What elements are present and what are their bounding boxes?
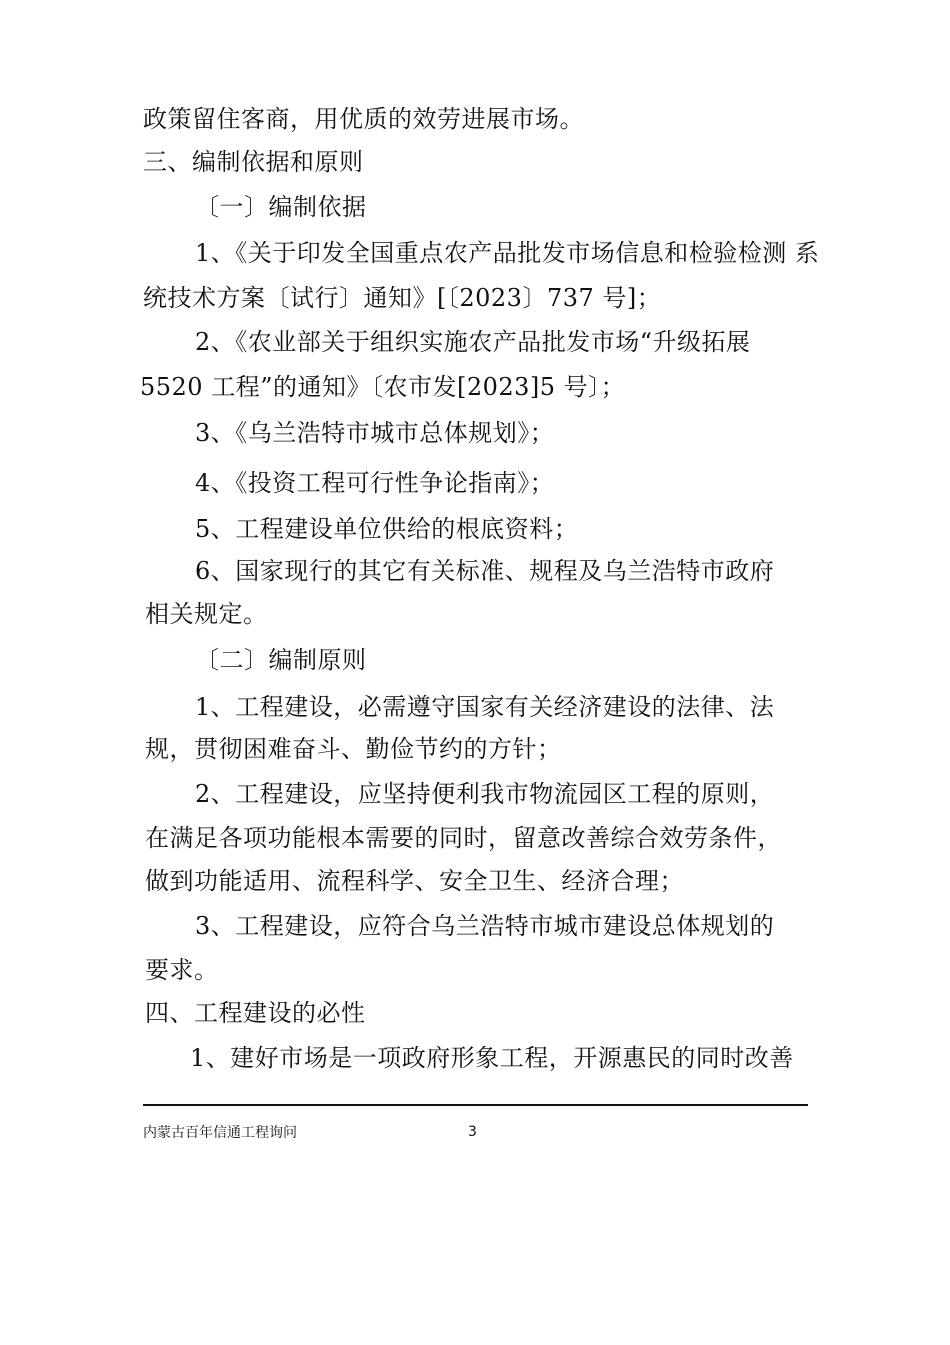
section-heading: 三、编制依据和原则 bbox=[143, 148, 364, 176]
text-line: 6、国家现行的其它有关标准、规程及乌兰浩特市政府 bbox=[195, 557, 775, 585]
text-line: 1、工程建设，必需遵守国家有关经济建设的法律、法 bbox=[195, 693, 775, 721]
text-line: 规，贯彻困难奋斗、勤俭节约的方针； bbox=[145, 735, 562, 763]
text-line: 相关规定。 bbox=[145, 600, 268, 628]
text-line: 统技术方案〔试行〕通知》[〔2023〕737 号]； bbox=[143, 284, 662, 312]
text-line: 2、《农业部关于组织实施农产品批发市场“升级拓展 bbox=[195, 328, 751, 356]
text-line: 5、工程建设单位供给的根底资料； bbox=[195, 515, 579, 543]
page-number: 3 bbox=[468, 1124, 477, 1140]
section-heading: 四、工程建设的必性 bbox=[145, 999, 366, 1027]
text-line: 1、建好市场是一项政府形象工程，开源惠民的同时改善 bbox=[190, 1044, 794, 1072]
text-line: 2、工程建设，应坚持便利我市物流园区工程的原则， bbox=[195, 780, 775, 808]
text-line: 政策留住客商，用优质的效劳进展市场。 bbox=[143, 105, 584, 133]
text-line: 要求。 bbox=[145, 956, 219, 984]
text-line: 做到功能适用、流程科学、安全卫生、经济合理； bbox=[145, 867, 684, 895]
subsection-heading: 〔一〕编制依据 bbox=[195, 193, 367, 221]
text-line: 1、《关于印发全国重点农产品批发市场信息和检验检测 系 bbox=[195, 239, 820, 267]
text-line: 5520 工程”的通知》〔农市发[2023]5 号〕； bbox=[140, 373, 626, 401]
footer-divider bbox=[143, 1104, 808, 1106]
text-line: 3、《乌兰浩特市城市总体规划》； bbox=[195, 419, 555, 447]
text-line: 在满足各项功能根本需要的同时，留意改善综合效劳条件， bbox=[145, 824, 782, 852]
footer-company: 内蒙古百年信通工程询问 bbox=[143, 1125, 297, 1141]
text-line: 3、工程建设，应符合乌兰浩特市城市建设总体规划的 bbox=[195, 912, 775, 940]
text-line: 4、《投资工程可行性争论指南》； bbox=[195, 469, 555, 497]
subsection-heading: 〔二〕编制原则 bbox=[195, 646, 367, 674]
